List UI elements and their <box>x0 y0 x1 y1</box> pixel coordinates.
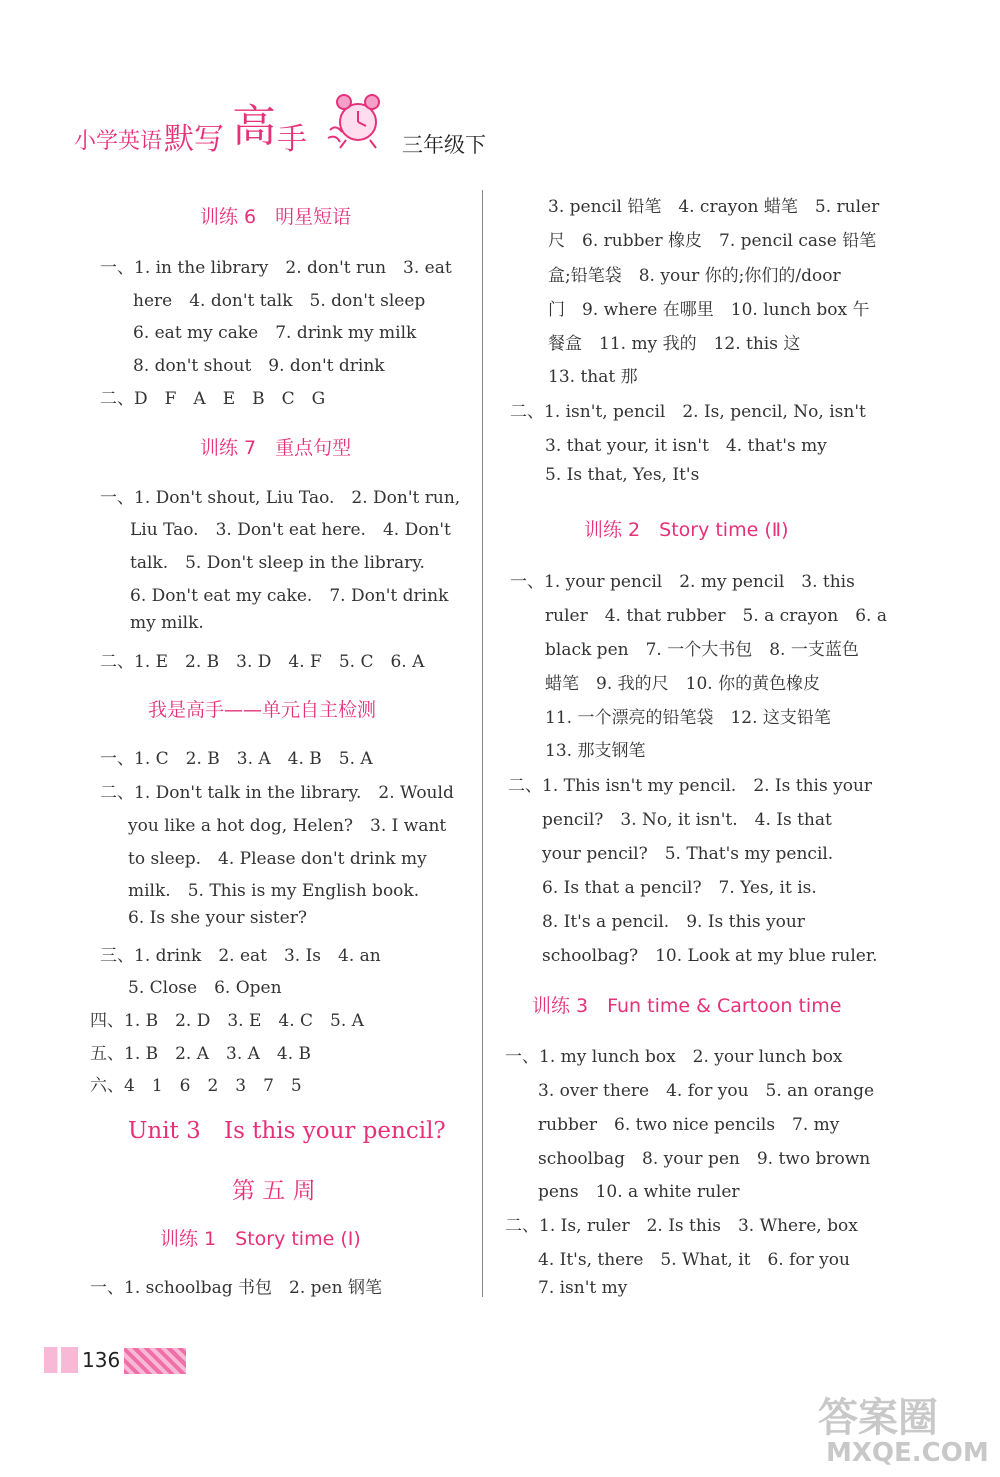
answer-line: 蜡笔 9. 我的尺 10. 你的黄色橡皮 <box>545 674 821 694</box>
answer-line: 一、1. C 2. B 3. A 4. B 5. A <box>100 749 373 769</box>
answer-line: 6. Don't eat my cake. 7. Don't drink <box>130 586 449 606</box>
header-title-part4: 手 <box>277 122 307 157</box>
header-title-part2: 默写 <box>164 122 224 157</box>
answer-line: you like a hot dog, Helen? 3. I want <box>128 816 447 836</box>
section-heading-training-2: 训练 2 Story time (Ⅱ) <box>584 519 789 541</box>
header-title-part1: 小学英语 <box>74 129 163 154</box>
watermark-logo: 答案圈 <box>818 1395 938 1441</box>
answer-line: here 4. don't talk 5. don't sleep <box>133 291 426 311</box>
answer-line: ruler 4. that rubber 5. a crayon 6. a <box>545 606 887 626</box>
header-title-part3: 高 <box>232 101 276 152</box>
answer-line: 5. Is that, Yes, It's <box>545 465 700 485</box>
section-heading-unit-check: 我是高手——单元自主检测 <box>148 699 377 721</box>
answer-line: 一、1. my lunch box 2. your lunch box <box>505 1047 843 1067</box>
column-divider <box>482 190 483 1297</box>
answer-line: 三、1. drink 2. eat 3. Is 4. an <box>100 946 381 966</box>
unit-label: Unit 3 <box>128 1118 201 1144</box>
answer-line: 一、1. in the library 2. don't run 3. eat <box>100 258 452 278</box>
answer-line: 一、1. Don't shout, Liu Tao. 2. Don't run, <box>100 488 461 508</box>
answer-line: 3. pencil 铅笔 4. crayon 蜡笔 5. ruler <box>548 197 880 217</box>
answer-line: 4. It's, there 5. What, it 6. for you <box>538 1250 850 1270</box>
answer-line: 6. Is that a pencil? 7. Yes, it is. <box>542 878 817 898</box>
answer-line: Liu Tao. 3. Don't eat here. 4. Don't <box>130 520 451 540</box>
answer-line: 13. 那支钢笔 <box>545 741 646 761</box>
answer-line: 二、1. E 2. B 3. D 4. F 5. C 6. A <box>100 652 425 672</box>
answer-line: 二、1. Don't talk in the library. 2. Would <box>100 783 454 803</box>
section-heading-training-3: 训练 3 Fun time & Cartoon time <box>532 995 842 1017</box>
answer-line: 二、D F A E B C G <box>100 389 326 409</box>
section-heading-training-7: 训练 7 重点句型 <box>200 437 352 459</box>
answer-line: black pen 7. 一个大书包 8. 一支蓝色 <box>545 640 859 660</box>
answer-line: 二、1. isn't, pencil 2. Is, pencil, No, isn't <box>510 402 866 422</box>
alarm-clock-icon <box>322 86 388 152</box>
section-heading-training-6: 训练 6 明星短语 <box>200 206 352 228</box>
answer-line: schoolbag 8. your pen 9. two brown <box>538 1149 871 1169</box>
answer-line: my milk. <box>130 613 204 633</box>
answer-line: 8. It's a pencil. 9. Is this your <box>542 912 805 932</box>
answer-line: to sleep. 4. Please don't drink my <box>128 849 427 869</box>
week-label: 第 五 周 <box>232 1178 316 1204</box>
answer-line: 五、1. B 2. A 3. A 4. B <box>90 1044 312 1064</box>
watermark-url: MXQE.COM <box>826 1438 989 1468</box>
answer-line: 3. that your, it isn't 4. that's my <box>545 436 827 456</box>
answer-line: 6. Is she your sister? <box>128 908 307 928</box>
page-number-decoration <box>124 1348 186 1374</box>
answer-line: 二、1. Is, ruler 2. Is this 3. Where, box <box>505 1216 858 1236</box>
section-heading-training-1: 训练 1 Story time (Ⅰ) <box>160 1228 361 1250</box>
answer-line: 13. that 那 <box>548 367 638 387</box>
answer-line: 一、1. your pencil 2. my pencil 3. this <box>510 572 855 592</box>
answer-line: 6. eat my cake 7. drink my milk <box>133 323 417 343</box>
answer-line: 二、1. This isn't my pencil. 2. Is this your <box>508 776 873 796</box>
answer-line: 7. isn't my <box>538 1278 628 1298</box>
answer-line: 一、1. schoolbag 书包 2. pen 钢笔 <box>90 1278 382 1298</box>
answer-line: 餐盒 11. my 我的 12. this 这 <box>548 334 801 354</box>
answer-line: rubber 6. two nice pencils 7. my <box>538 1115 840 1135</box>
answer-line: pens 10. a white ruler <box>538 1182 740 1202</box>
answer-line: pencil? 3. No, it isn't. 4. Is that <box>542 810 832 830</box>
answer-line: 门 9. where 在哪里 10. lunch box 午 <box>548 300 870 320</box>
answer-line: 3. over there 4. for you 5. an orange <box>538 1081 875 1101</box>
answer-line: talk. 5. Don't sleep in the library. <box>130 553 425 573</box>
page-corner-decoration <box>44 1347 78 1373</box>
grade-label: 三年级下 <box>402 133 486 157</box>
answer-line: 11. 一个漂亮的铅笔袋 12. 这支铅笔 <box>545 708 831 728</box>
answer-line: 四、1. B 2. D 3. E 4. C 5. A <box>90 1011 364 1031</box>
answer-line: 8. don't shout 9. don't drink <box>133 356 385 376</box>
answer-line: 尺 6. rubber 橡皮 7. pencil case 铅笔 <box>548 231 877 251</box>
unit-title: Is this your pencil? <box>224 1118 446 1144</box>
page-number: 136 <box>82 1348 121 1372</box>
answer-line: schoolbag? 10. Look at my blue ruler. <box>542 946 878 966</box>
answer-line: milk. 5. This is my English book. <box>128 881 420 901</box>
answer-line: 盒;铅笔袋 8. your 你的;你们的/door <box>548 266 841 286</box>
answer-line: your pencil? 5. That's my pencil. <box>542 844 834 864</box>
answer-line: 六、4 1 6 2 3 7 5 <box>90 1076 302 1096</box>
answer-line: 5. Close 6. Open <box>128 978 282 998</box>
